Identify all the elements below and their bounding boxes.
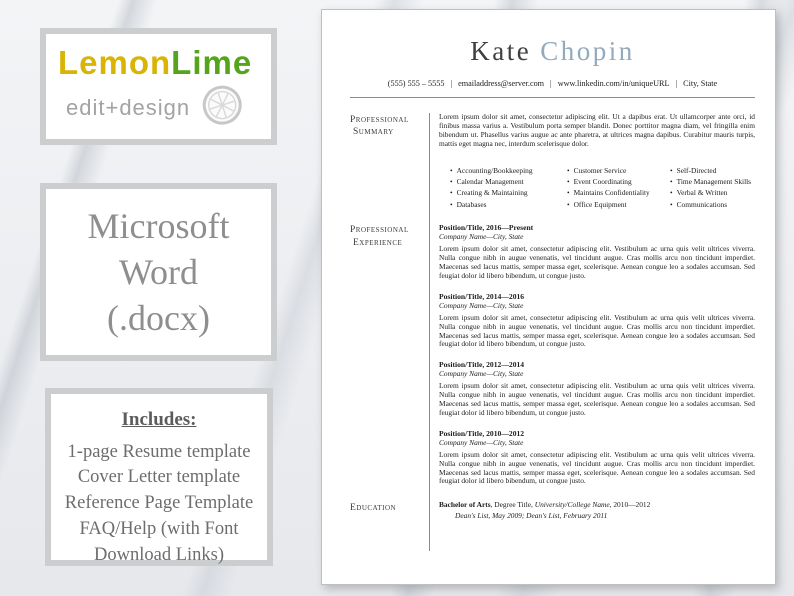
education-content [429,501,755,551]
includes-item: Cover Letter template [77,467,241,488]
section-professional-experience [350,223,755,501]
skills-column-2 [567,165,670,211]
job-title: Position/Title, 2012—2014 [439,360,525,370]
brand-tagline: edit+design [66,94,191,120]
name-last: Chopin [540,36,635,66]
skill-item: • Verbal & Written [670,187,755,198]
education-degree: Bachelor of Arts, Degree Title, University/College Name, 2010—2012 [439,500,651,510]
contact-separator: | [550,79,552,88]
skill-item: • Calendar Management [450,176,567,187]
skills-column-3 [670,165,755,211]
format-line-2: Word [118,251,199,292]
education-honors: Dean's List, May 2009; Dean's List, February 2011 [455,511,608,521]
format-line-1: Microsoft [87,205,230,246]
job-company: Company Name—City, State [439,232,524,242]
lemon-slice-icon [196,79,250,137]
contact-linkedin: www.linkedin.com/in/uniqueURL [557,79,670,88]
job-entry [439,223,755,291]
section-professional-summary [350,113,755,162]
header-divider [350,97,755,98]
contact-email: emailaddress@server.com [458,79,545,88]
job-title: Position/Title, 2010—2012 [439,428,525,438]
job-company: Company Name—City, State [439,437,524,447]
skill-item: • Maintains Confidentiality [567,187,670,198]
skills-column-1 [450,165,567,211]
job-description: Lorem ipsum dolor sit amet, consectetur adipiscing elit. Vestibulum ac urna quis velit ultrices viverra. Nulla congue nibh in augue venenatis, vel tincidunt augue. Cras mollis arcu non tincidunt imperdiet. Maecenas sed lacus mattis, semper massa eget, scelerisque. Aenean congue leo a sodales accumsan. Sed feugiat dolor id libero bibendum, ut congue justo. [439,312,755,349]
section-education [350,501,755,551]
includes-title: Includes: [121,409,197,430]
experience-content [429,223,755,501]
logo-lime-text: Lime [171,44,253,81]
contact-location: City, State [683,79,718,88]
brand-logo-box [40,28,277,145]
skill-item: • Databases [450,199,567,210]
skill-item: • Accounting/Bookkeeping [450,165,567,176]
skill-item: • Creating & Maintaining [450,187,567,198]
section-label: Professional Summary [350,115,409,138]
format-line-3: (.docx) [107,298,210,339]
logo-lemon-text: Lemon [58,44,172,81]
includes-item: 1-page Resume template [67,441,251,462]
brand-tagline-row [58,84,263,131]
job-entry [439,360,755,428]
job-company: Company Name—City, State [439,300,524,310]
skill-item: • Communications [670,199,755,210]
job-entry [439,429,755,488]
section-label: Professional Experience [350,225,409,248]
summary-text: Lorem ipsum dolor sit amet, consectetur adipiscing elit. Ut a dapibus erat. Ut ullamcorper ante orci, id finibus massa varius a. Vestibulum porta semper blandit. Donec porttitor magna diam, vel fringilla enim bibendum ut. Phasellus varius augue ac ante pharetra, at ultrices magna dapibus. Curabitur mauris turpis, mattis eget magna nec, interdum scelerisque dolor. [429,113,755,162]
name-first: Kate [470,36,532,66]
job-title: Position/Title, 2016—Present [439,223,534,233]
contact-phone: (555) 555 – 5555 [387,79,445,88]
job-title: Position/Title, 2014—2016 [439,291,525,301]
resume-page [321,9,776,585]
skill-item: • Event Coordinating [567,176,670,187]
includes-item: Reference Page Template [64,493,254,514]
skill-item: • Time Management Skills [670,176,755,187]
job-entry [439,292,755,360]
skill-item: • Customer Service [567,165,670,176]
section-label: Education [350,503,397,514]
resume-name [350,36,755,67]
section-label-spacer [350,162,429,224]
job-description: Lorem ipsum dolor sit amet, consectetur adipiscing elit. Vestibulum ac urna quis velit ultrices viverra. Nulla congue nibh in augue venenatis, vel tincidunt augue. Cras mollis arcu non tincidunt imperdiet. Maecenas sed lacus mattis, semper massa eget, scelerisque. Aenean congue leo a sodales accumsan. Sed feugiat dolor id libero bibendum, ut congue justo. [439,449,755,486]
contact-separator: | [450,79,453,88]
job-description: Lorem ipsum dolor sit amet, consectetur adipiscing elit. Vestibulum ac urna quis velit ultrices viverra. Nulla congue nibh in augue venenatis, vel tincidunt augue. Cras mollis arcu non tincidunt imperdiet. Maecenas sed lacus mattis, semper massa eget, scelerisque. Aenean congue leo a sodales accumsan. Sed feugiat dolor id libero bibendum, ut congue justo. [439,244,755,280]
section-skills [350,162,755,224]
skill-item: • Self-Directed [670,165,755,176]
brand-logo-text [58,44,263,82]
format-box [40,183,277,361]
skill-item: • Office Equipment [567,199,670,210]
includes-box [45,388,273,566]
skills-list [429,162,755,224]
contact-line [350,79,755,88]
job-description: Lorem ipsum dolor sit amet, consectetur adipiscing elit. Vestibulum ac urna quis velit ultrices viverra. Nulla congue nibh in augue venenatis, vel tincidunt augue. Cras mollis arcu non tincidunt imperdiet. Maecenas sed lacus mattis, semper massa eget, scelerisque. Aenean congue leo a sodales accumsan. Sed feugiat dolor id libero bibendum, ut congue justo. [439,381,755,417]
job-company: Company Name—City, State [439,369,524,379]
includes-item: FAQ/Help (with Font Download Links) [79,519,239,566]
contact-separator: | [675,79,678,88]
